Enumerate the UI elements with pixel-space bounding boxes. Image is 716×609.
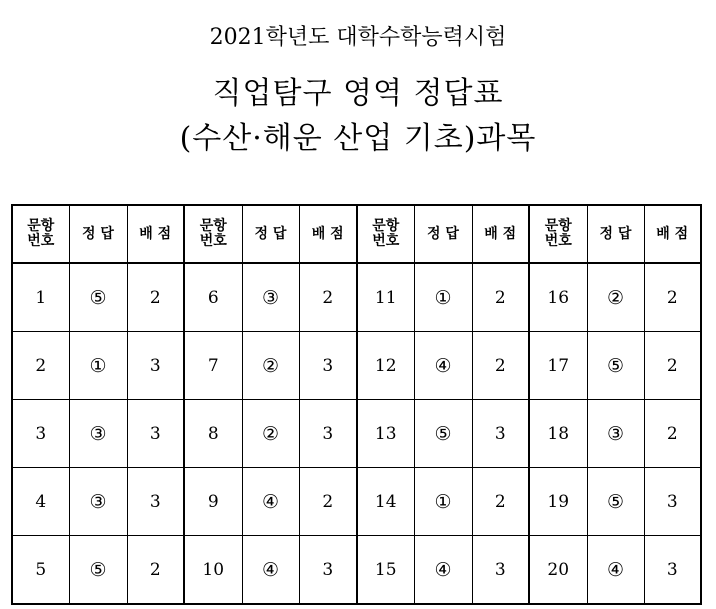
header-answer: 정 답 (414, 205, 472, 263)
question-number: 5 (12, 536, 69, 605)
question-number: 16 (529, 263, 587, 332)
question-number: 18 (529, 400, 587, 468)
question-number: 6 (184, 263, 242, 332)
header-points: 배 점 (127, 205, 184, 263)
points-cell: 3 (127, 468, 184, 536)
table-row (12, 263, 701, 332)
answer-cell: ⑤ (587, 332, 644, 400)
points-cell: 3 (299, 332, 357, 400)
question-number: 8 (184, 400, 242, 468)
answer-cell: ④ (242, 536, 299, 605)
points-cell: 3 (644, 468, 701, 536)
question-number: 10 (184, 536, 242, 605)
answer-cell: ② (242, 332, 299, 400)
subtitle-line-1: 직업탐구 영역 정답표 (212, 76, 504, 111)
question-number: 9 (184, 468, 242, 536)
header-number: 문항 번호 (357, 205, 414, 263)
points-cell: 2 (472, 332, 529, 400)
points-cell: 2 (644, 332, 701, 400)
table-row (12, 332, 701, 400)
answer-cell: ④ (587, 536, 644, 605)
points-cell: 3 (472, 400, 529, 468)
answer-cell: ⑤ (69, 263, 127, 332)
answer-cell: ① (414, 263, 472, 332)
points-cell: 2 (472, 263, 529, 332)
answer-cell: ④ (414, 536, 472, 605)
table-row (12, 468, 701, 536)
answer-cell: ② (242, 400, 299, 468)
question-number: 15 (357, 536, 414, 605)
answer-cell: ⑤ (69, 536, 127, 605)
question-number: 1 (12, 263, 69, 332)
table-row (12, 400, 701, 468)
answer-table (11, 204, 702, 605)
answer-cell: ① (414, 468, 472, 536)
header-row (12, 205, 701, 263)
table-row (12, 536, 701, 605)
points-cell: 3 (299, 536, 357, 605)
points-cell: 3 (127, 400, 184, 468)
question-number: 12 (357, 332, 414, 400)
answer-cell: ③ (242, 263, 299, 332)
answer-cell: ③ (69, 400, 127, 468)
question-number: 11 (357, 263, 414, 332)
points-cell: 3 (472, 536, 529, 605)
question-number: 17 (529, 332, 587, 400)
question-number: 7 (184, 332, 242, 400)
question-number: 19 (529, 468, 587, 536)
question-number: 20 (529, 536, 587, 605)
answer-cell: ③ (587, 400, 644, 468)
header-answer: 정 답 (587, 205, 644, 263)
header-answer: 정 답 (242, 205, 299, 263)
answer-cell: ② (587, 263, 644, 332)
question-number: 14 (357, 468, 414, 536)
exam-title: 2021학년도 대학수학능력시험 (209, 25, 507, 50)
points-cell: 2 (644, 263, 701, 332)
points-cell: 2 (644, 400, 701, 468)
header-answer: 정 답 (69, 205, 127, 263)
points-cell: 2 (299, 468, 357, 536)
points-cell: 2 (127, 536, 184, 605)
answer-cell: ⑤ (587, 468, 644, 536)
question-number: 3 (12, 400, 69, 468)
question-number: 2 (12, 332, 69, 400)
header-number: 문항 번호 (184, 205, 242, 263)
points-cell: 2 (127, 263, 184, 332)
question-number: 13 (357, 400, 414, 468)
answer-cell: ③ (69, 468, 127, 536)
answer-cell: ⑤ (414, 400, 472, 468)
points-cell: 3 (127, 332, 184, 400)
answer-cell: ④ (242, 468, 299, 536)
points-cell: 3 (644, 536, 701, 605)
answer-cell: ① (69, 332, 127, 400)
points-cell: 2 (299, 263, 357, 332)
header-number: 문항 번호 (12, 205, 69, 263)
header-number: 문항 번호 (529, 205, 587, 263)
subtitle-line-2: (수산·해운 산업 기초)과목 (179, 121, 537, 156)
answer-cell: ④ (414, 332, 472, 400)
header-points: 배 점 (472, 205, 529, 263)
question-number: 4 (12, 468, 69, 536)
points-cell: 3 (299, 400, 357, 468)
header-points: 배 점 (299, 205, 357, 263)
points-cell: 2 (472, 468, 529, 536)
header-points: 배 점 (644, 205, 701, 263)
